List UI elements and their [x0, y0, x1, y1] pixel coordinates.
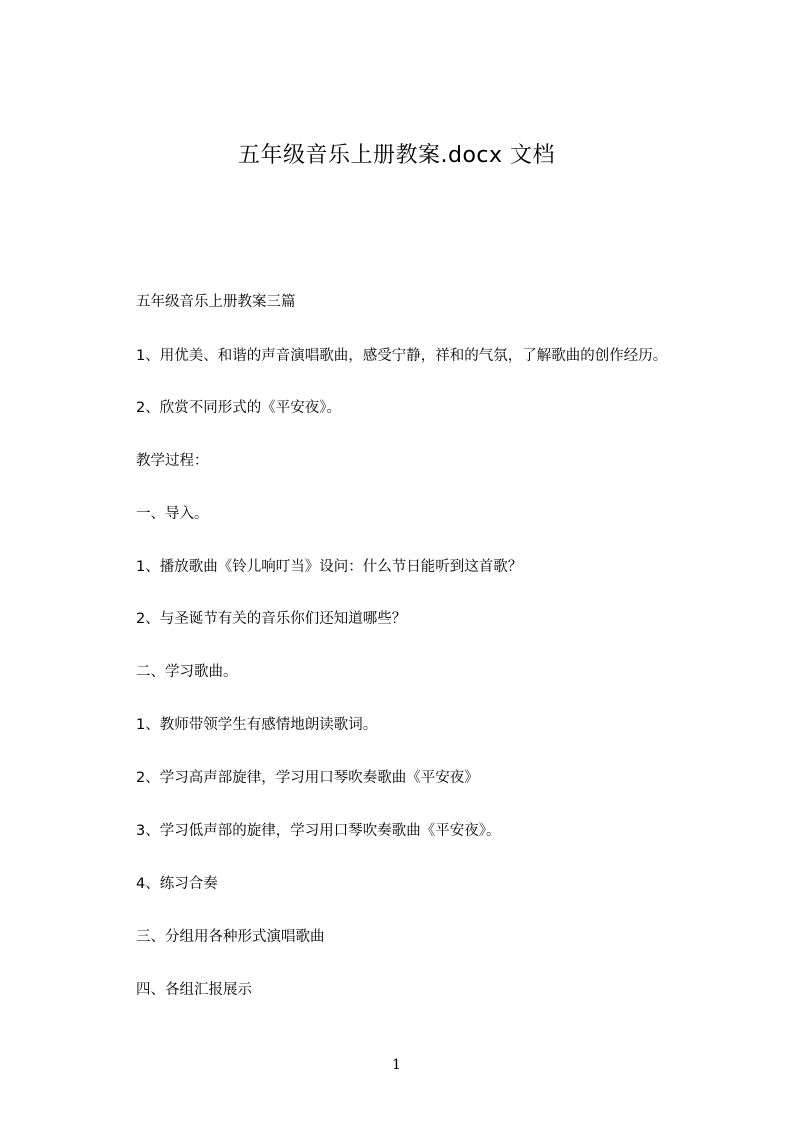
paragraph-section-heading: 四、各组汇报展示	[136, 982, 252, 998]
paragraph-heading: 五年级音乐上册教案三篇	[136, 294, 296, 310]
document-title: 五年级音乐上册教案.docx 文档	[237, 143, 556, 168]
paragraph: 2、欣赏不同形式的《平安夜》。	[136, 400, 341, 416]
page-number: 1	[392, 1057, 401, 1073]
paragraph: 3、学习低声部的旋律，学习用口琴吹奏歌曲《平安夜》。	[136, 823, 501, 839]
paragraph: 1、播放歌曲《铃儿响叮当》设问：什么节日能听到这首歌？	[136, 559, 523, 575]
paragraph: 2、学习高声部旋律，学习用口琴吹奏歌曲《平安夜》	[136, 770, 479, 786]
paragraph: 1、教师带领学生有感情地朗读歌词。	[136, 717, 378, 733]
paragraph-section-heading: 教学过程：	[136, 453, 209, 469]
paragraph: 4、练习合奏	[136, 876, 218, 892]
paragraph-section-heading: 一、导入。	[136, 506, 209, 522]
paragraph: 1、用优美、和谐的声音演唱歌曲，感受宁静，祥和的气氛，了解歌曲的创作经历。	[136, 348, 668, 364]
paragraph-section-heading: 三、分组用各种形式演唱歌曲	[136, 929, 325, 945]
paragraph-section-heading: 二、学习歌曲。	[136, 664, 238, 680]
paragraph: 2、与圣诞节有关的音乐你们还知道哪些？	[136, 611, 407, 627]
